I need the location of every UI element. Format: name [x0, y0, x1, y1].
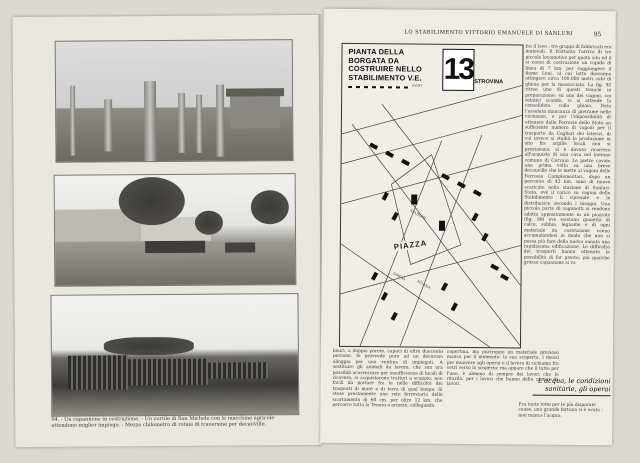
map-label-chiesa: CHIESA [392, 271, 407, 282]
sleeper-stack [208, 362, 268, 378]
bottom-text-left: linari, a doppia parete, capaci di oltre duecento persone. Si provvede pure ad un decoroso alloggio per una ventina di impiegati. A sostituire gli animali da lavoro, che son ora possibili acorrezzare per insufficienza di locali di ricovero, si acquistarono trattori a scoppio, non facili da portare fra le nelle difficoltà dei trasporti di mare e di terra di quel tempo. Si stese prestamente una rete ferroviaria dello scartamento di 60 cm. per oltre 12 km. che percorre tutta la Tenuta a oriente, collegando [332, 348, 443, 409]
tree-line [104, 337, 194, 356]
agricultural-machine [225, 242, 255, 252]
village-plan-map [339, 43, 524, 349]
page-number: 95 [593, 31, 602, 39]
pillar [196, 95, 202, 153]
sleeper-stack [68, 355, 128, 389]
tree [251, 190, 289, 224]
left-page [13, 15, 322, 447]
pillar [178, 93, 185, 153]
map-label-piazza: PIAZZA [393, 238, 428, 252]
shed-roof [226, 88, 284, 96]
running-head: LO STABILIMENTO VITTORIO EMANUELE DI SANLURI [404, 29, 573, 37]
map-logo-caption: STROVINA [474, 79, 504, 86]
subhead-rule [533, 395, 611, 396]
map-label-stazione: STAZIONE [409, 208, 427, 221]
section-subhead: L'acqua, le condizioni sanitarie, gli operai [537, 376, 611, 394]
photo-sleepers-stack [50, 293, 299, 417]
tree [195, 211, 223, 235]
photo-caption: 94. - Un capannone in costruzione. - Un cortile di San Michele con le macchine agricole attendono miglior impiego. - Mezzo chilometro di rotaie di traversine per decauville. [51, 415, 275, 429]
pillar [144, 81, 157, 161]
sleeper-stack [128, 359, 208, 386]
street-grid [340, 44, 523, 348]
photo-courtyard-machines [54, 173, 297, 287]
pillar [216, 85, 225, 157]
pillar [104, 99, 112, 151]
map-title: PIANTA DELLA BORGATA DA COSTRUIRE NELLO STABILIMENTO V.E. [348, 46, 423, 83]
bottom-text-middle: copertina, ma purtroppo un materiale prezioso manca per il momento: la sua scoperta. I mezzi per muovere agli operai e il lavoro di richiamo fra vetri verso la scoperta: ma appare che il tutto per l'uno, è almeno di sempre dei lavori che le ritardo, per i lavori che hanno dello zanzar da lavori. [446, 349, 559, 388]
map-scale-label: metri [412, 83, 422, 88]
tail-text: Fra tante lotte per le più disparate cause, una grande fortuna si è avuta : non manca l'acqua. [518, 402, 603, 419]
column-text: fra il lavo ; tre gruppi di fabbricati era mutevoli. Il frattanto l'arrivo di tre piccole locomotive per quota sito ed il si corso di costruzione un rapido di linea di 7 km. per raggiungere il fiume Leni, al cui lotto dovranno attingere circa 100.000 metri cubi di ghiaia per la massicciata. La fig. 92 ritrae uno di questi tronchi in preparazione: su uno dei vagoni, coi relativi scambi, vi si attende la consolidata colla ghiaia. Data l'assoluta mancanza di pietrame nelle vicinanze, e per l'impossibilità di ottenere dalle Ferrovie dello Stato un sufficiente numero di vagoni per il trasporto da Cagliari dei laterizi, di cui invece si studiò la produzione in sito fra argille locali non si prestavano, si è dovuto ricorrere all'acquisto di una cava nel lontano comune di Cervaio. Le pietre cavate una prima volta su una breve decauville che le mette ai vagoni delle Ferrovie Complementari, dopo un percorso di 42 km. sono di nuovo scaricate nella stazione di Sanluri-Stato, ove il carico su vagoni dello Stabilimento li riprende e le distribuisce secondo i bisogni. Una piccola parte di vagonetti si rendono adatta appositamente in un piazzale (fig. 88) ove esistono quantità di calce, sabbia, legname e di ogni materiale da costruzione vanno accumulandosi in modo che non si possa più fare della nuova annata una rapidissima edificazione. Le difficoltà dei trasporti hanno ottenuto la possibilità di far presto; più qualche grosso capannone si va [523, 44, 612, 267]
right-page [320, 9, 616, 446]
map-label-scuola: SCUOLA [416, 279, 432, 290]
pillar [70, 86, 75, 156]
photo-shed-under-construction [55, 39, 294, 163]
agricultural-machine [145, 241, 205, 253]
map-logo-mark: 13 [442, 49, 474, 91]
shed [230, 94, 280, 128]
tree [119, 177, 185, 225]
